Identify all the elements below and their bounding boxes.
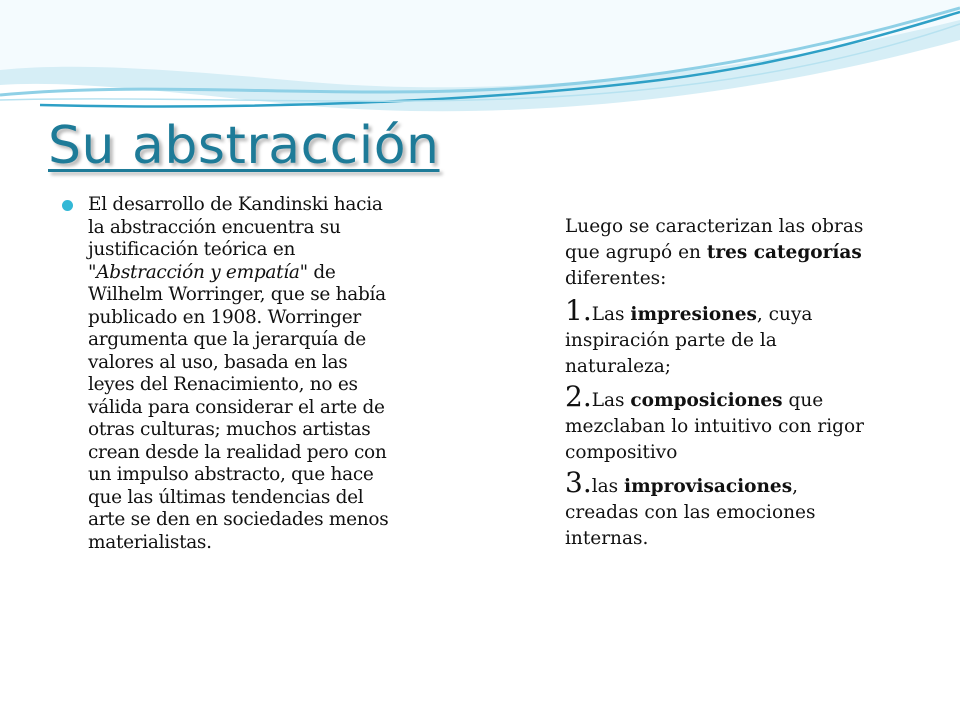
categories-text [565,214,865,552]
category-number: 2. [565,380,592,413]
category-item-1 [565,294,865,380]
book-title-italic: Abstracción y empatía [96,261,300,283]
categories-intro [565,214,865,292]
category-number: 1. [565,294,592,327]
category-pre: las [591,476,625,497]
bullet-icon [62,200,73,211]
category-name: impresiones [630,304,757,325]
category-pre: Las [591,304,631,325]
slide-title: Su abstracción [48,116,440,176]
bullet-text [88,194,398,554]
intro-part2: diferentes: [565,268,667,289]
category-description: , cuya inspiración parte de la naturaleza; [565,304,813,377]
category-number: 3. [565,466,592,499]
bullet-text-part1: El desarrollo de Kandinski hacia la abstracción encuentra su justificación teórica en " [88,194,383,283]
intro-part1: Luego se caracterizan las obras que agrupó en [565,216,864,263]
category-item-2 [565,380,865,466]
bullet-paragraph [62,194,398,554]
category-pre: Las [591,390,631,411]
category-name: improvisaciones [624,476,793,497]
category-description: , creadas con las emociones internas. [565,476,816,549]
bullet-text-part2: " de Wilhelm Worringer, que se había publicado en 1908. Worringer argumenta que la jerarquía de valores al uso, basada en las leyes del Renacimiento, no es válida para considerar el arte de otras culturas; muchos artistas crean desde la realidad pero con un impulso abstracto, que hace que las últimas tendencias del arte se den en sociedades menos materialistas. [88,261,389,553]
category-description: que mezclaban lo intuitivo con rigor compositivo [565,390,864,463]
category-item-3 [565,466,865,552]
category-name: composiciones [630,390,783,411]
intro-bold: tres categorías [706,242,862,263]
